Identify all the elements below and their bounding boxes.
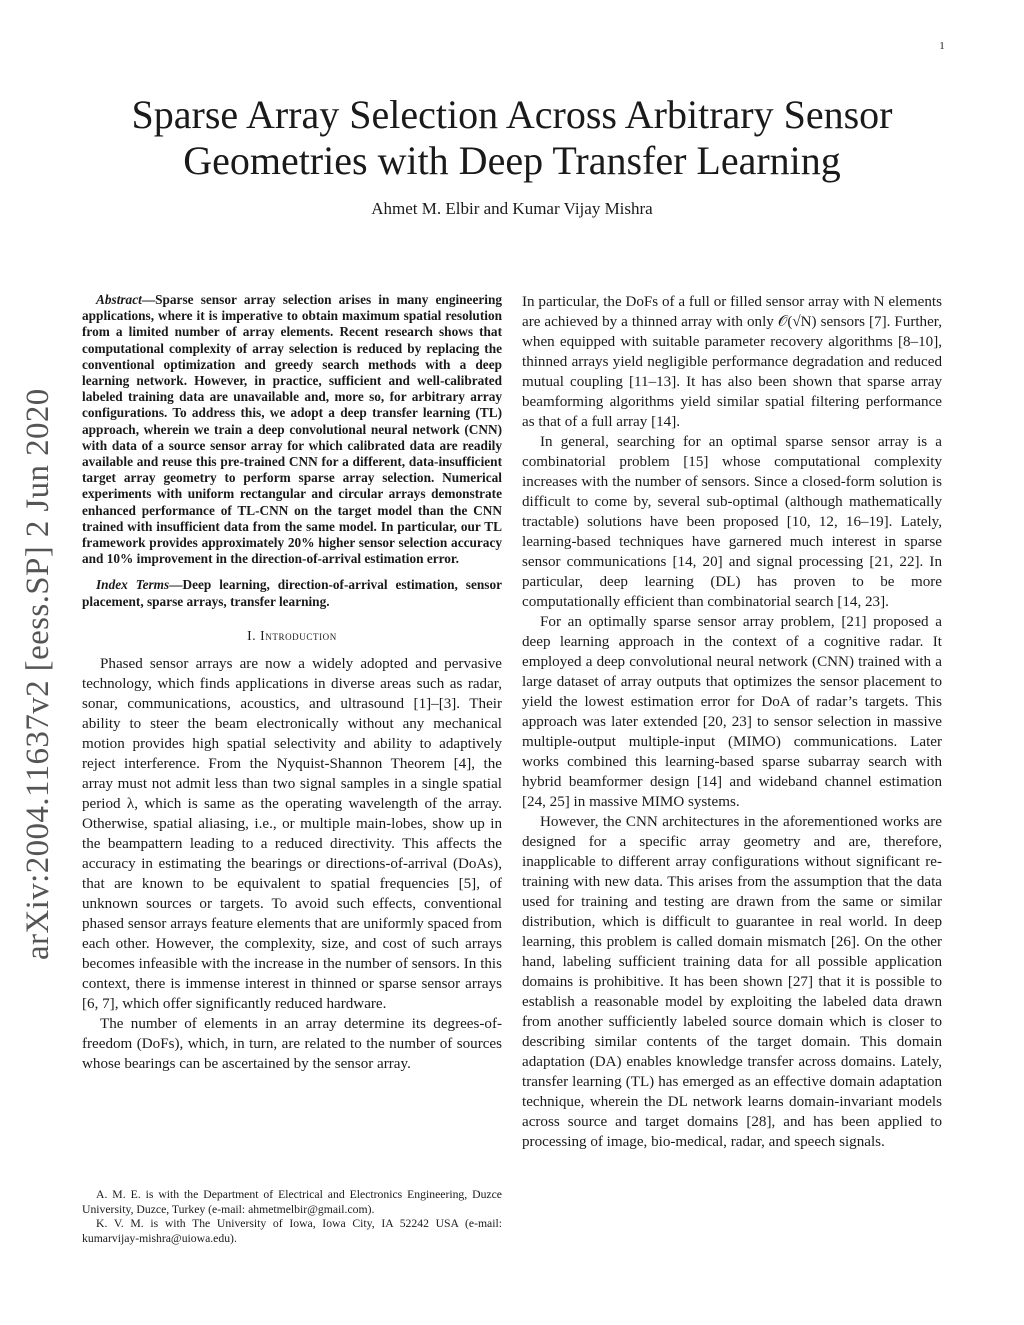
body-paragraph: In general, searching for an optimal sparse sensor array is a combinatorial problem [15] whose computational complexity increases with the number of sensors. Since a closed-form solution is difficult to come by, several sub-optimal (although mathematically tractable) solutions have been proposed [10, 12, 16–19]. Lately, learning-based techniques have garnered much interest in sparse sensor communications [14, 20] and signal processing [21, 22]. In particular, deep learning (DL) has proven to be more computationally efficient than combinatorial search [14, 23].: [522, 434, 942, 610]
body-paragraph: For an optimally sparse sensor array problem, [21] proposed a deep learning approach in the context of a cognitive radar. It employed a deep convolutional neural network (CNN) trained with a large dataset of array outputs that optimizes the sensor placement to yield the lowest estimation error for DoA of radar’s targets. This approach was later extended [20, 23] to sensor selection in massive multiple-output multiple-input (MIMO) communications. Later works combined this learning-based sparse subarray search with hybrid beamformer design [14] and wideband channel estimation [24, 25] in massive MIMO systems.: [522, 614, 942, 810]
abstract: [82, 292, 502, 567]
section-heading-introduction: I. Introduction: [247, 627, 337, 643]
abstract-text: —Sparse sensor array selection arises in many engineering applications, where it is imperative to obtain maximum spatial resolution from a limited number of array elements. Recent research shows that computational complexity of array selection is reduced by replacing the conventional optimization and greedy search methods with a deep learning network. However, in practice, sufficient and well-calibrated labeled training data are unavailable and, more so, for arbitrary array configurations. To address this, we adopt a deep transfer learning (TL) approach, wherein we train a deep convolutional neural network (CNN) with data of a source sensor array for which calibrated data are readily available and reuse this pre-trained CNN for a different, data-insufficient target array geometry to perform sparse array selection. Numerical experiments with uniform rectangular and circular arrays demonstrate enhanced performance of TL-CNN on the target model than the CNN trained with insufficient data from the same model. In particular, our TL framework provides approximately 20% higher sensor selection accuracy and 10% improvement in the direction-of-arrival estimation error.: [82, 292, 502, 567]
paper-authors: Ahmet M. Elbir and Kumar Vijay Mishra: [371, 199, 653, 218]
body-paragraph: Phased sensor arrays are now a widely adopted and pervasive technology, which finds applications in diverse areas such as radar, sonar, communications, acoustics, and ultrasound [1]–[3]. Their ability to steer the beam electronically without any mechanical motion provides high spatial selectivity and ability to adaptively reject interference. From the Nyquist-Shannon Theorem [4], the array must not admit less than two signal samples in a single spatial period λ, which is same as the operating wavelength of the array. Otherwise, spatial aliasing, i.e., or multiple main-lobes, show up in the beampattern leading to a reduced directivity. This affects the accuracy in estimating the bearings or directions-of-arrival (DoAs), that are known to be equivalent to spatial frequencies [5], of unknown sources or targets. To avoid such effects, conventional phased sensor arrays feature elements that are uniformly spaced from each other. However, the complexity, size, and cost of such arrays becomes infeasible with the increase in the number of sensors. In this context, there is immense interest in thinned or sparse sensor arrays [6, 7], which offer significantly reduced hardware.: [82, 655, 502, 1012]
index-terms: [82, 577, 502, 609]
arxiv-identifier: arXiv:2004.11637v2 [eess.SP] 2 Jun 2020: [20, 388, 56, 960]
abstract-label: Abstract: [96, 292, 142, 307]
left-column: [82, 292, 502, 1074]
footnotes: [82, 1188, 502, 1246]
right-column: [522, 292, 942, 1152]
body-paragraph: However, the CNN architectures in the aforementioned works are designed for a specific array geometry and are, therefore, inapplicable to different array configurations without significant re-training with new data. This arises from the assumption that the data used for training and testing are drawn from the same or similar distribution, which is difficult to guarantee in real world. In deep learning, this problem is called domain mismatch [26]. On the other hand, labeling sufficient training data for all possible application domains is prohibitive. It has been shown [27] that it is possible to establish a reasonable model by exploiting the labeled data drawn from another sufficiently labeled source domain which is closer to describing similar contents of the target domain. This domain adaptation (DA) enables knowledge transfer across domains. Lately, transfer learning (TL) has emerged as an effective domain adaptation technique, wherein the DL network learns domain-invariant models across source and target domains [28], and has been applied to processing of image, bio-medical, radar, and speech signals.: [522, 814, 942, 1150]
page-number: 1: [939, 40, 945, 52]
body-paragraph: The number of elements in an array determine its degrees-of-freedom (DoFs), which, in turn, are related to the number of sources whose bearings can be ascertained by the sensor array.: [82, 1015, 502, 1072]
footnote: K. V. M. is with The University of Iowa, Iowa City, IA 52242 USA (e-mail: kumarvijay-mishra@uiowa.edu).: [82, 1217, 502, 1245]
index-terms-text: —Deep learning, direction-of-arrival estimation, sensor placement, sparse arrays, transfer learning.: [82, 577, 503, 609]
footnote: A. M. E. is with the Department of Electrical and Electronics Engineering, Duzce University, Duzce, Turkey (e-mail: ahmetmelbir@gmail.com).: [82, 1188, 502, 1216]
body-paragraph: In particular, the DoFs of a full or filled sensor array with N elements are achieved by a thinned array with only 𝒪(√N) sensors [7]. Further, when equipped with suitable parameter recovery algorithms [8–10], thinned arrays yield negligible performance degradation and reduced mutual coupling [11–13]. It has also been shown that sparse array beamforming algorithms yield similar spatial filtering performance as that of a full array [14].: [522, 294, 942, 430]
index-terms-label: Index Terms: [96, 577, 170, 593]
paper-title: Sparse Array Selection Across Arbitrary Sensor Geometries with Deep Transfer Learning: [131, 92, 893, 183]
